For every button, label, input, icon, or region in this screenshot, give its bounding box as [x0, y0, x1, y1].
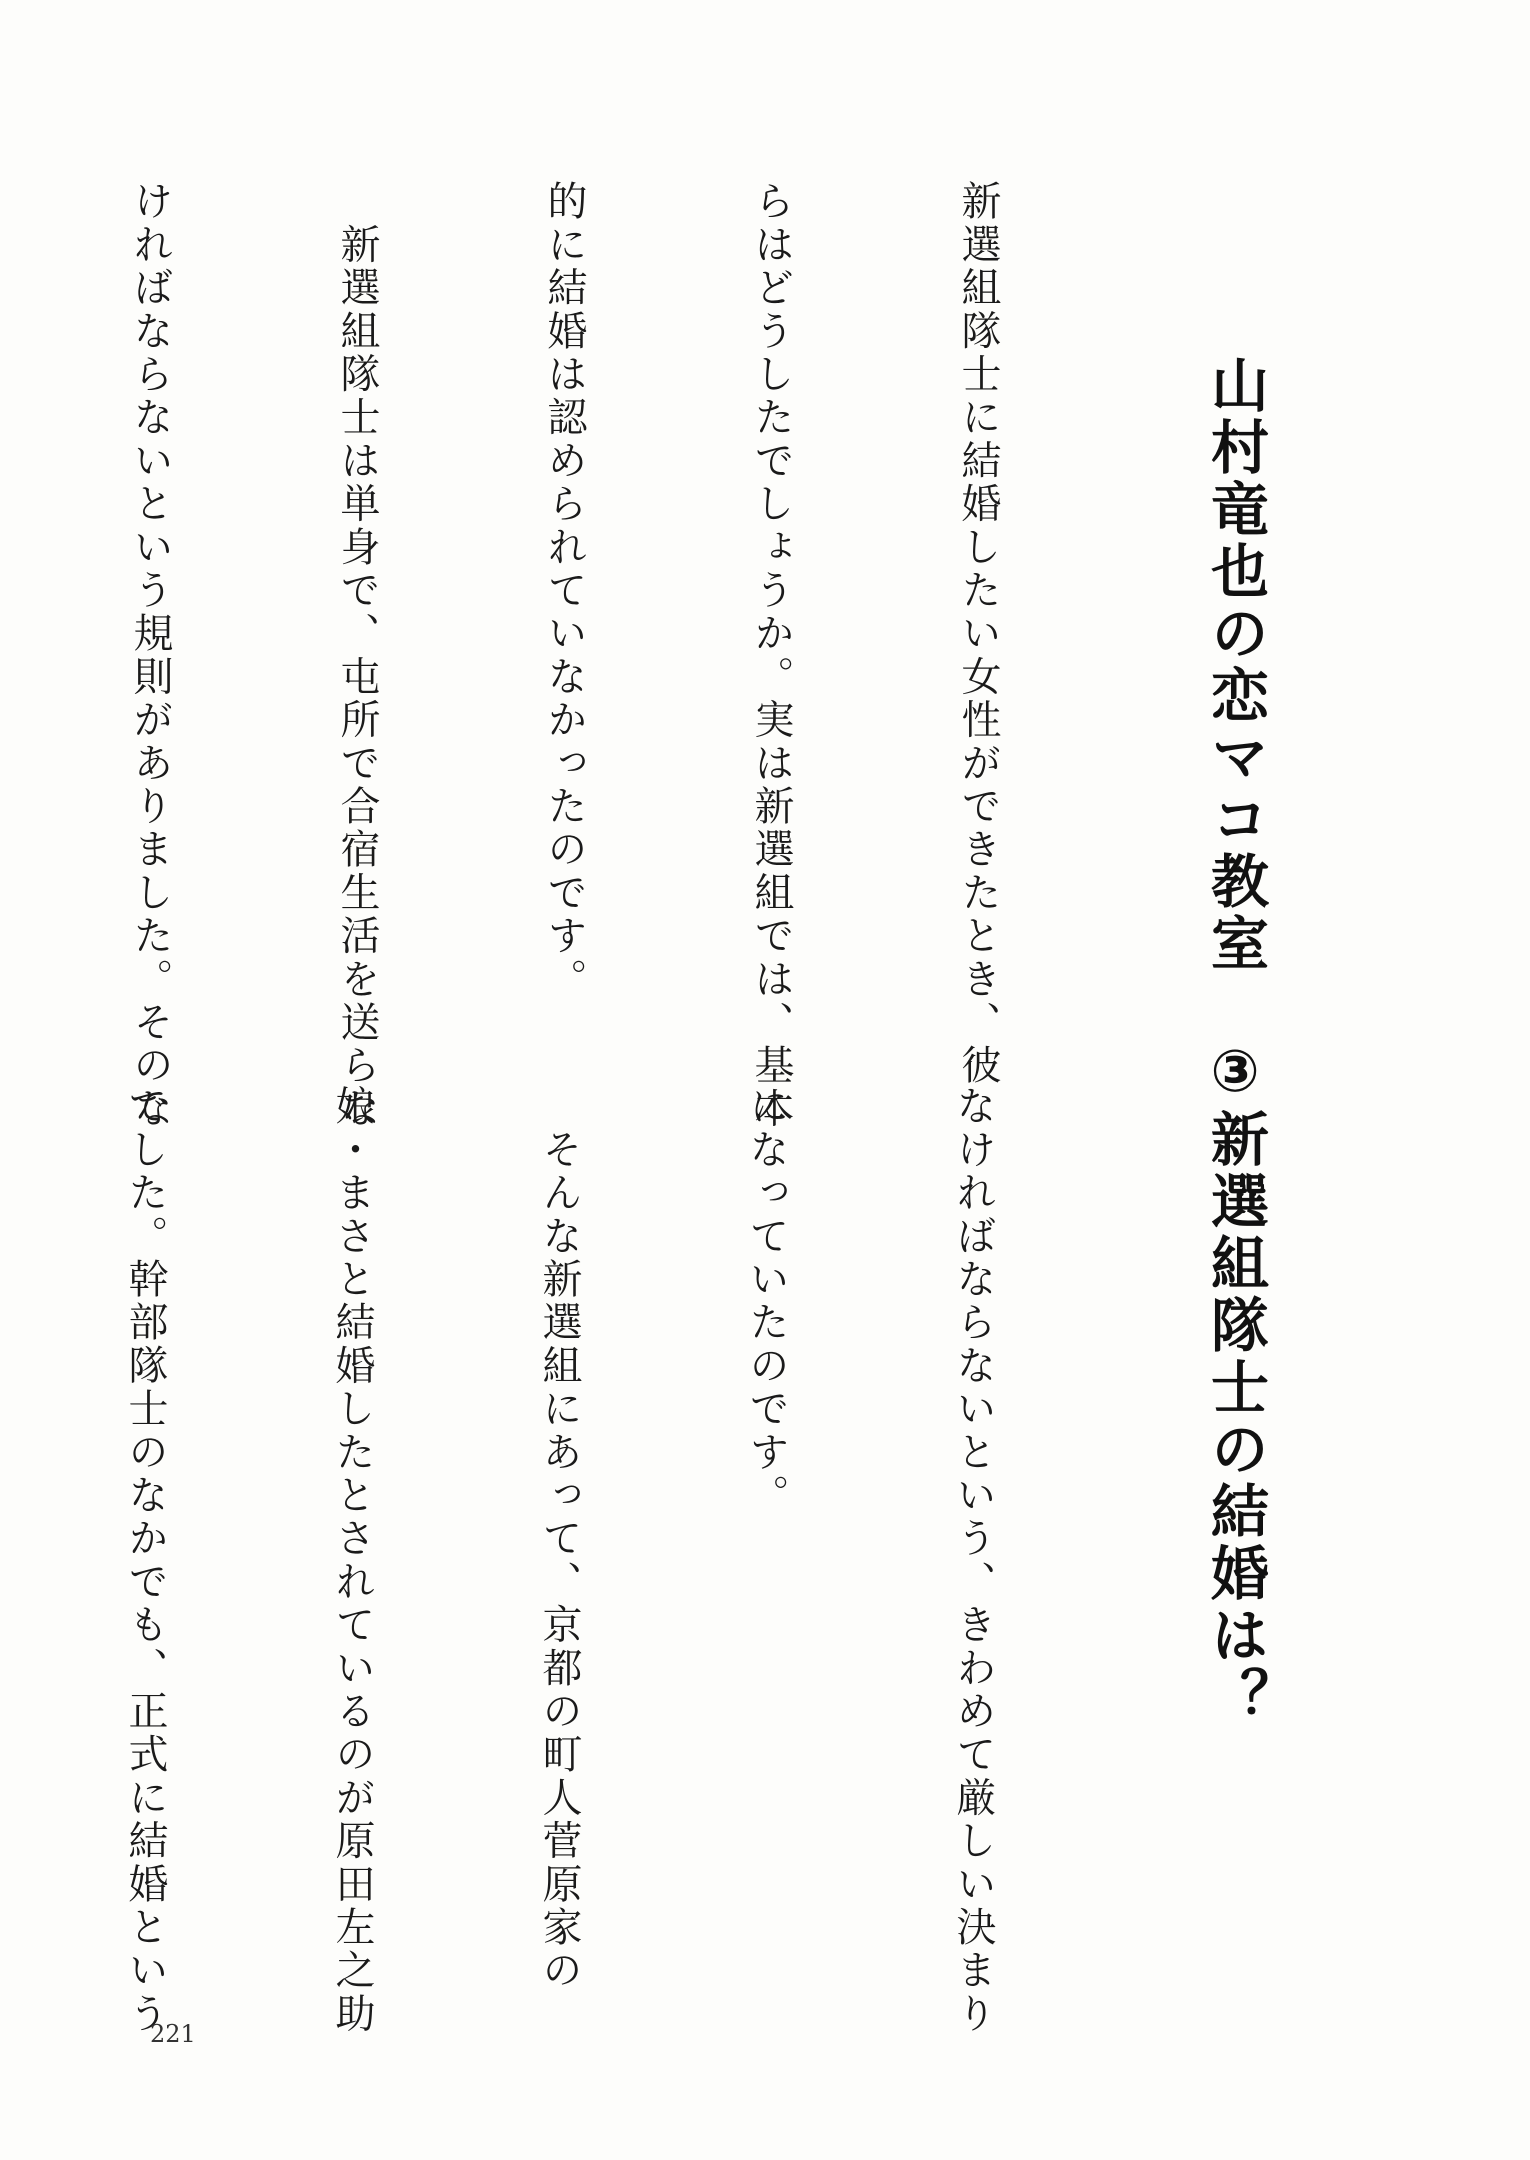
text-line: 新選組隊士は単身で、屯所で合宿生活を送らな — [334, 180, 380, 1131]
text-line: ければならないという規則がありました。そのな — [127, 180, 173, 1131]
text-line: 新選組隊士に結婚したい女性ができたとき、彼 — [955, 180, 1001, 1088]
text-line: なければならないという、きわめて厳しい決まり — [950, 1085, 996, 2036]
section-heading: 山村竜也の恋マコ教室 ③新選組隊士の結婚は？ — [1201, 355, 1269, 1729]
page-number: 221 — [150, 2020, 196, 2048]
text-line: になっていたのです。 — [743, 1085, 789, 1517]
text-line: らはどうしたでしょうか。実は新選組では、基本 — [748, 180, 794, 1131]
text-line: 的に結婚は認められていなかったのです。 — [541, 180, 587, 1001]
text-line: でした。幹部隊士のなかでも、正式に結婚という — [122, 1085, 168, 2036]
text-line: 娘・まさと結婚したとされているのが原田左之助 — [329, 1085, 375, 2036]
upper-text-block — [0, 180, 1150, 1131]
text-line: そんな新選組にあって、京都の町人菅原家の — [536, 1085, 582, 1993]
